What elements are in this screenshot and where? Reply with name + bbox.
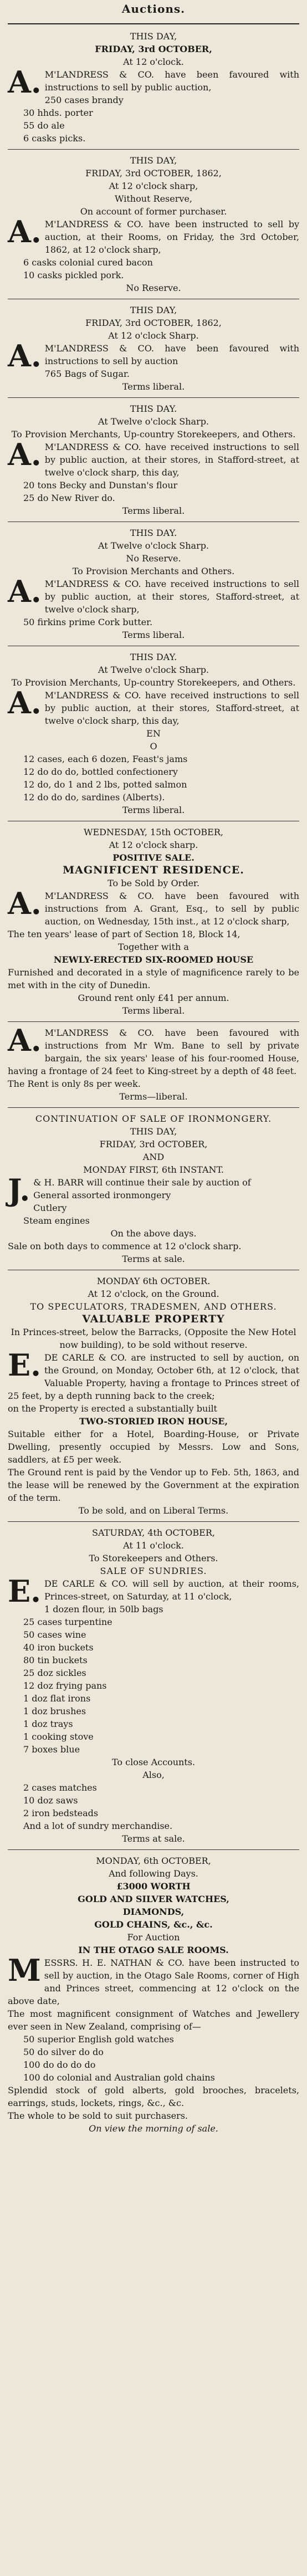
notice-line: 25 do New River do. <box>23 493 115 503</box>
auction-notice <box>8 1525 303 1846</box>
paragraph-text: DE CARLE & CO. are instructed to sell by auction, on the Ground, on Monday, October 6th, at 12 o'clock, that Valuable Property, having a frontage to Princes street of 25 feet, by a depth running back to the creek; <box>8 1352 303 1401</box>
notice-line: At 12 o'clock sharp, <box>109 181 198 191</box>
notice-line: 50 firkins prime Cork butter. <box>23 617 153 627</box>
paragraph-text: M'LANDRESS & CO. have received instructions to sell by public auction, at their stores, Stafford-street, at twelve o'clock sharp, <box>44 579 303 615</box>
notice-line: 55 do ale <box>23 120 65 131</box>
auction-notice <box>8 1274 303 1518</box>
notice-line: TO SPECULATORS, TRADESMEN, AND OTHERS. <box>30 1301 277 1312</box>
notice-line: At 12 o'clock, on the Ground. <box>88 1289 219 1299</box>
heading-rule <box>8 23 299 24</box>
notice-line: 765 Bags of Sugar. <box>44 369 130 379</box>
notice-line: 6 casks picks. <box>23 133 86 144</box>
notice-line: Terms at sale. <box>122 1833 185 1844</box>
auction-notice <box>8 401 303 518</box>
auction-notice <box>8 303 303 394</box>
notice-line: 1 doz brushes <box>23 1706 86 1716</box>
drop-cap-initial: M <box>8 1953 41 1988</box>
notice-line: THIS DAY, <box>130 155 177 166</box>
notice-line: To be Sold by Order. <box>108 878 199 888</box>
notice-line: THIS DAY. <box>130 652 177 662</box>
notice-line: 12 do do do, sardines (Alberts). <box>23 792 165 803</box>
notice-line: No Reserve. <box>126 553 181 564</box>
paragraph-text: M'LANDRESS & CO. have received instructions to sell by public auction, at their stores, Stafford-street, at twelve o'clock sharp, this day, <box>44 690 303 726</box>
notice-line: The Rent is only 8s per week. <box>8 1079 141 1089</box>
notice-line: 250 cases brandy <box>44 95 124 105</box>
notice-paragraph <box>8 437 303 479</box>
notice-line: 80 tin buckets <box>23 1655 88 1665</box>
notice-line: Cutlery <box>33 1203 67 1213</box>
paragraph-text: & H. BARR will continue their sale by auction of <box>33 1177 251 1188</box>
notice-line: TWO-STORIED IRON HOUSE, <box>79 1416 228 1427</box>
notice-line: 50 superior English gold watches <box>23 2034 174 2045</box>
notice-line: Together with a <box>118 942 189 952</box>
notice-line: 12 cases, each 6 dozen, Feast's jams <box>23 754 188 764</box>
notice-line: 1 cooking stove <box>23 1731 94 1742</box>
notice-line: GOLD AND SILVER WATCHES, <box>78 1894 229 1904</box>
notice-line: 50 cases wine <box>23 1629 86 1640</box>
notice-line: THIS DAY, <box>130 1126 177 1137</box>
notice-line: Terms liberal. <box>122 505 185 516</box>
notice-line: 10 doz saws <box>23 1795 78 1806</box>
notice-line: 1 dozen flour, in 50lb bags <box>44 1604 163 1614</box>
drop-cap-initial: A. <box>8 437 42 472</box>
auction-notice <box>8 825 303 1018</box>
ad-separator <box>8 1021 299 1022</box>
drop-cap-initial: A. <box>8 338 42 374</box>
notice-line: 20 tons Becky and Dunstan's flour <box>23 480 178 490</box>
notice-paragraph <box>8 685 303 727</box>
notice-line: THIS DAY. <box>130 528 177 538</box>
ad-separator <box>8 397 299 398</box>
paragraph-text: M'LANDRESS & CO. have been instructed to sell by auction, at their Rooms, on Friday, the 3rd October, 1862, at 12 o'clock sharp, <box>44 219 303 255</box>
drop-cap-initial: A. <box>8 64 42 100</box>
notice-line: NEWLY-ERECTED SIX-ROOMED HOUSE <box>53 954 254 965</box>
notice-line: 1 doz trays <box>23 1719 73 1729</box>
drop-cap-initial: A. <box>8 886 42 921</box>
notice-line: O <box>150 741 157 752</box>
notice-line: THIS DAY, <box>130 31 177 42</box>
notice-line: 40 iron buckets <box>23 1642 94 1653</box>
notice-line: GOLD CHAINS, &c., &c. <box>94 1919 213 1930</box>
auction-notice <box>8 1853 303 2136</box>
notice-line: For Auction <box>127 1932 180 1943</box>
paragraph-text: DE CARLE & CO. will sell by auction, at their rooms, Princes-street, on Saturday, at 11 o'clock, <box>44 1578 303 1602</box>
notice-line: THIS DAY. <box>130 403 177 414</box>
notice-paragraph <box>8 1023 303 1077</box>
notice-line: MONDAY, 6th OCTOBER, <box>96 1856 211 1866</box>
notice-line: At Twelve o'clock Sharp. <box>98 540 209 551</box>
notice-line: 100 do colonial and Australian gold chains <box>23 2072 215 2083</box>
notice-line: Without Reserve, <box>115 193 192 204</box>
notice-line: And following Days. <box>109 1868 198 1879</box>
drop-cap-initial: A. <box>8 214 42 249</box>
drop-cap-initial: J. <box>8 1172 30 1208</box>
drop-cap-initial: E. <box>8 1347 41 1383</box>
notice-paragraph <box>8 574 303 616</box>
notice-line: At 12 o'clock Sharp. <box>108 330 199 341</box>
notice-line: The whole to be sold to suit purchasers. <box>8 2110 188 2121</box>
notice-line: The Ground rent is paid by the Vendor up to Feb. 5th, 1863, and the lease will be renewed by the Government at the expiration of the term. <box>8 1467 303 1503</box>
notice-line: To Storekeepers and Others. <box>89 1553 218 1563</box>
drop-cap-initial: A. <box>8 685 42 720</box>
notice-line: Furnished and decorated in a style of magnificence rarely to be met with in the city of Dunedin. <box>8 967 303 990</box>
notice-line: 25 doz sickles <box>23 1668 86 1678</box>
notice-line: 25 cases turpentine <box>23 1617 112 1627</box>
notice-line: MONDAY 6th OCTOBER. <box>96 1276 211 1286</box>
paragraph-text: M'LANDRESS & CO. have been favoured with instructions to sell by auction <box>44 343 303 366</box>
notice-paragraph <box>8 886 303 928</box>
notice-line: At 11 o'clock. <box>123 1540 184 1551</box>
notice-line: Terms—liberal. <box>119 1091 188 1102</box>
notice-paragraph <box>8 1953 303 2007</box>
notice-line: To Provision Merchants, Up-country Storekeepers, and Others. <box>11 677 296 688</box>
notice-line: At 12 o'clock. <box>123 57 184 67</box>
notice-line: Ground rent only £41 per annum. <box>78 993 229 1003</box>
notice-line: In Princes-street, below the Barracks, (Opposite the New Hotel now building), to be sold without reserve. <box>11 1327 299 1350</box>
notice-line: FRIDAY, 3rd OCTOBER, 1862, <box>85 168 222 178</box>
notice-line: 6 casks colonial cured bacon <box>23 257 153 268</box>
notice-line: AND <box>142 1152 165 1162</box>
auctions-column <box>6 0 301 2576</box>
notice-line: No Reserve. <box>126 283 181 293</box>
auction-notice <box>8 650 303 817</box>
ad-separator <box>8 1521 299 1522</box>
paragraph-text: ESSRS. H. E. NATHAN & CO. have been instructed to sell by auction, in the Otago Sale Rooms, corner of High and Princes street, commencing at 12 o'clock on the above date, <box>8 1957 303 2006</box>
auction-notice <box>8 525 303 642</box>
paragraph-text: M'LANDRESS & CO. have been favoured with instructions from Mr Wm. Bane to sell by private bargain, the six years' lease of his four-roomed House, having a frontage of 24 feet to King-street by a depth of 48 feet. <box>8 1028 303 1076</box>
notice-line: To Provision Merchants, Up-country Storekeepers, and Others. <box>11 429 296 439</box>
notice-line: 2 cases matches <box>23 1782 97 1793</box>
auction-notice <box>8 29 303 146</box>
notice-line: on the Property is erected a substantially built <box>8 1403 217 1414</box>
auction-notice <box>8 1111 299 1266</box>
notice-line: DIAMONDS, <box>122 1907 185 1917</box>
notice-line: MONDAY FIRST, 6th INSTANT. <box>83 1164 224 1175</box>
notice-line: At Twelve o'clock Sharp. <box>98 665 209 675</box>
notice-line: THIS DAY, <box>130 305 177 315</box>
drop-cap-initial: A. <box>8 574 42 609</box>
notice-line: At Twelve o'clock Sharp. <box>98 416 209 427</box>
notice-line: Sale on both days to commence at 12 o'clock sharp. <box>8 1241 242 1251</box>
paragraph-text: M'LANDRESS & CO. have been favoured with instructions to sell by public auction, <box>44 69 303 93</box>
notice-line: Terms liberal. <box>122 381 185 392</box>
notice-line: FRIDAY, 3rd OCTOBER, <box>95 44 212 54</box>
notice-line: MAGNIFICENT RESIDENCE. <box>63 864 244 876</box>
notice-paragraph <box>8 214 303 256</box>
notice-line: 7 boxes blue <box>23 1744 80 1755</box>
notice-line: To be sold, and on Liberal Terms. <box>78 1505 229 1516</box>
notice-line: 12 doz frying pans <box>23 1680 107 1691</box>
notice-line: 30 hhds. porter <box>23 108 93 118</box>
notice-line: 100 do do do do <box>23 2059 96 2070</box>
drop-cap-initial: A. <box>8 1023 42 1058</box>
notice-line: To Provision Merchants and Others. <box>72 566 235 576</box>
notice-line: And a lot of sundry merchandise. <box>23 1821 173 1831</box>
notice-line: 12 do do do, bottled confectionery <box>23 766 178 777</box>
notice-line: On account of former purchaser. <box>80 206 227 217</box>
section-heading: Auctions. <box>121 2 186 16</box>
drop-cap-initial: E. <box>8 1573 41 1609</box>
ad-separator <box>8 1849 299 1850</box>
ad-separator <box>8 1107 299 1108</box>
notice-line: On the above days. <box>110 1228 197 1239</box>
notice-line: 12 do, do 1 and 2 lbs, potted salmon <box>23 779 187 790</box>
notice-line: Terms at sale. <box>122 1254 185 1264</box>
ad-separator <box>8 149 299 150</box>
notice-line: 10 casks pickled pork. <box>23 270 124 280</box>
notice-line: Suitable either for a Hotel, Boarding-House, or Private Dwelling, presently occupied by Messrs. Low and Sons, saddlers, at £5 per week. <box>8 1429 303 1465</box>
notice-line: WEDNESDAY, 15th OCTOBER, <box>84 827 223 837</box>
notice-line: 2 iron bedsteads <box>23 1808 99 1818</box>
auction-notice <box>8 153 303 295</box>
notice-line: To close Accounts. <box>111 1757 196 1767</box>
notice-line: Also, <box>142 1770 165 1780</box>
notice-line: Terms liberal. <box>122 630 185 640</box>
notice-paragraph <box>8 1347 303 1402</box>
notice-line: VALUABLE PROPERTY <box>82 1313 225 1325</box>
notice-line: The ten years' lease of part of Section 18, Block 14, <box>8 929 241 939</box>
auction-list <box>8 29 303 2136</box>
notice-line: Splendid stock of gold alberts, gold brooches, bracelets, earrings, studs, lockets, rings, &c., &c. <box>8 2085 303 2108</box>
notice-line: Terms liberal. <box>122 1005 185 1016</box>
paragraph-text: M'LANDRESS & CO. have been favoured with instructions from A. Grant, Esq., to sell by public auction, on Wednesday, 15th inst., at 12 o'clock sharp, <box>44 891 303 927</box>
notice-line: FRIDAY, 3rd OCTOBER, 1862, <box>85 318 222 328</box>
notice-line: £3000 WORTH <box>116 1881 191 1892</box>
paragraph-text: M'LANDRESS & CO. have received instructions to sell by public auction, at their stores, in Stafford-street, at twelve o'clock sharp, this day, <box>44 442 303 478</box>
notice-line: 50 do silver do do <box>23 2047 104 2057</box>
notice-line: 1 doz flat irons <box>23 1693 91 1704</box>
notice-line: EN <box>146 728 161 739</box>
notice-line: The most magnificent consignment of Watches and Jewellery ever seen in New Zealand, comprising of— <box>8 2008 303 2032</box>
notice-line: SATURDAY, 4th OCTOBER, <box>92 1527 215 1538</box>
notice-line: CONTINUATION OF SALE OF IRONMONGERY. <box>35 1113 272 1124</box>
notice-line: SALE OF SUNDRIES. <box>100 1566 207 1576</box>
notice-line: Terms liberal. <box>122 805 185 815</box>
notice-line: FRIDAY, 3rd OCTOBER, <box>99 1139 208 1149</box>
notice-line: General assorted ironmongery <box>33 1190 171 1200</box>
notice-line: POSITIVE SALE. <box>112 852 195 863</box>
notice-line: At 12 o'clock sharp. <box>109 840 198 850</box>
notice-line: IN THE OTAGO SALE ROOMS. <box>78 1945 229 1955</box>
auction-notice <box>8 1023 303 1104</box>
notice-line: Steam engines <box>23 1215 90 1226</box>
notice-line: On view the morning of sale. <box>89 2123 218 2134</box>
